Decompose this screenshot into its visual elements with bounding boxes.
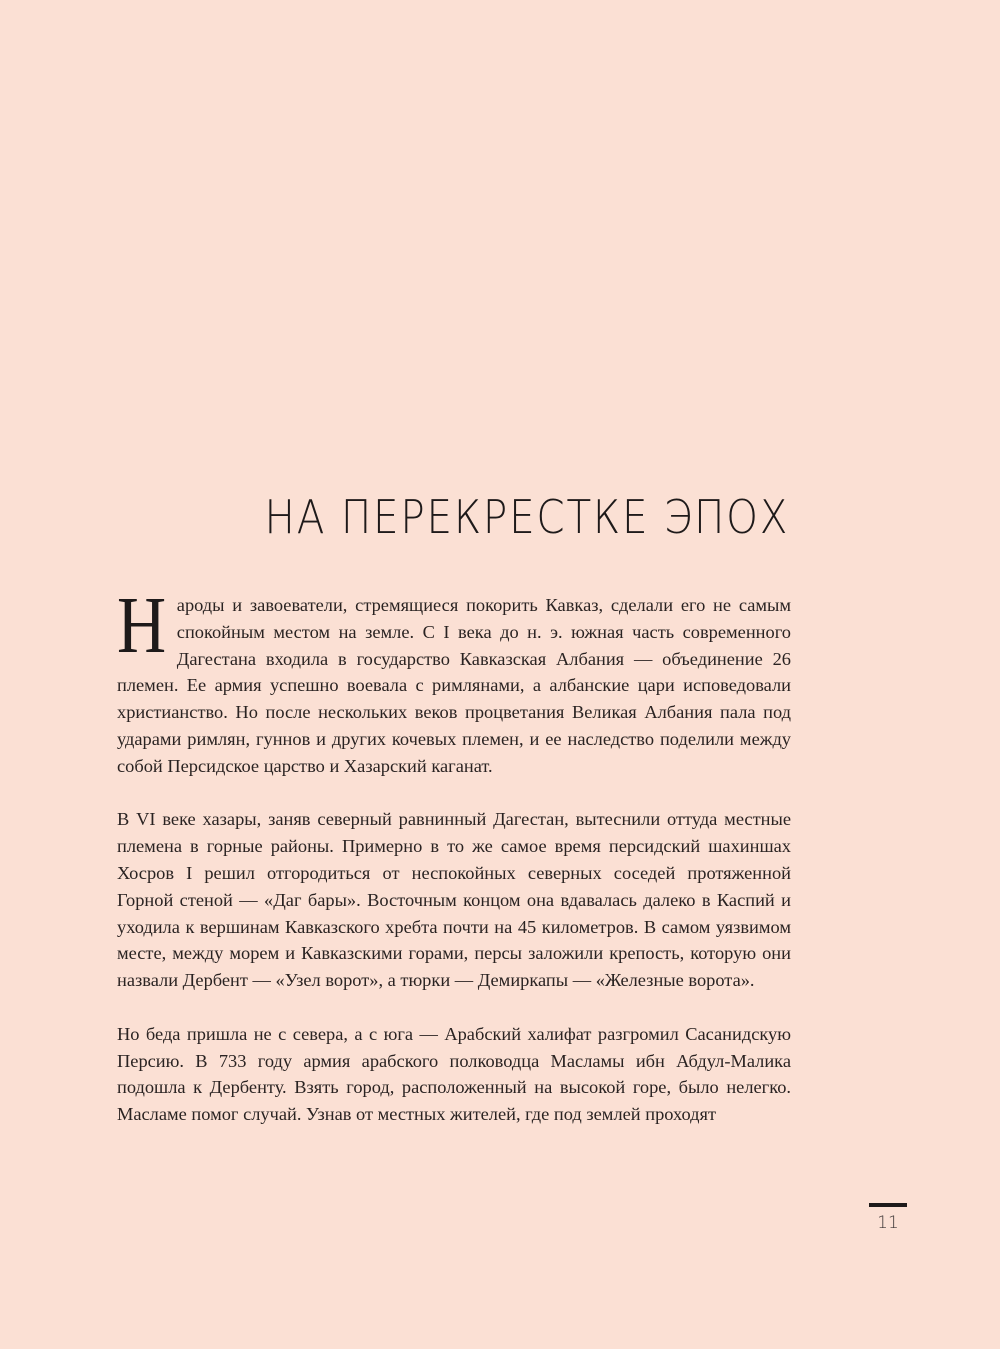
page-number: 11 — [877, 1213, 899, 1233]
drop-cap: Н — [117, 582, 167, 670]
paragraph-2: В VI веке хазары, заняв северный равнинный Дагестан, вытеснили оттуда местные племена в горные районы. Примерно в то же самое время персидский шахиншах Хосров I решил отгородиться от неспокойных северных соседей протяженной Горной стеной — «Даг бары». Восточным концом она вдавалась далеко в Каспий и уходила к вершинам Кавказского хребта почти на 45 километров. В самом уязвимом месте, между морем и Кавказскими горами, персы заложили крепость, которую они назвали Дербент — «Узел ворот», а тюрки — Демиркапы — «Железные ворота». — [117, 809, 791, 991]
page-title: НА ПЕРЕКРЕСТКЕ ЭПОХ — [264, 490, 789, 544]
page-number-rule — [869, 1203, 907, 1207]
paragraph-1-text: ароды и завоеватели, стремящиеся покорить Кавказ, сделали его не самым спокойным местом на земле. С I века до н. э. южная часть современного Дагестана входила в государство Кавказская Албания — объединение 26 племен. Ее армия успешно воевала с римлянами, а албанские цари исповедовали христианство. Но после нескольких веков процветания Великая Албания пала под ударами римлян, гуннов и других кочевых племен, и ее наследство поделили между собой Персидское царство и Хазарский каганат. — [117, 595, 791, 776]
paragraph-1 — [117, 582, 791, 780]
paragraph-3: Но беда пришла не с севера, а с юга — Арабский халифат разгромил Сасанидскую Персию. В 733 году армия арабского полководца Масламы ибн Абдул-Малика подошла к Дербенту. Взять город, расположенный на высокой горе, было нелегко. Масламе помог случай. Узнав от местных жителей, где под землей проходят — [117, 1023, 791, 1125]
article-body — [117, 582, 791, 1128]
